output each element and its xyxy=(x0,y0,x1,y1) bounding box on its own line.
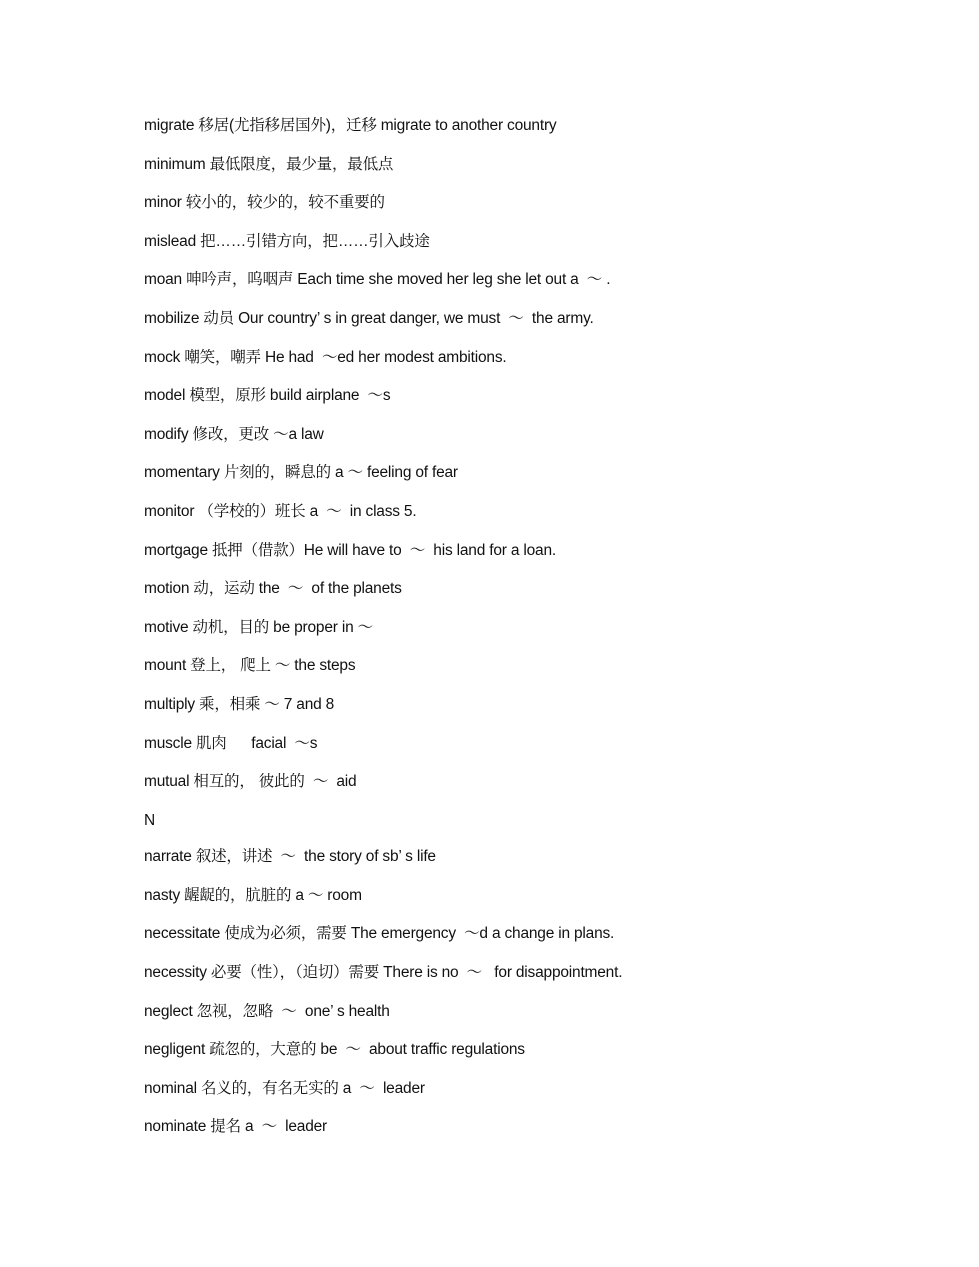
vocab-entry-minor: minor 较小的，较少的，较不重要的 xyxy=(144,194,385,212)
vocab-entry-mount: mount 登上， 爬上 ～ the steps xyxy=(144,657,356,675)
vocab-entry-necessity: necessity 必要（性），（迫切）需要 There is no ～ for disappointment. xyxy=(144,963,623,981)
vocabulary-list xyxy=(144,114,844,1154)
vocab-entry-mutual: mutual 相互的， 彼此的 ～ aid xyxy=(144,773,357,791)
vocab-entry-multiply: multiply 乘，相乘 ～ 7 and 8 xyxy=(144,695,335,713)
vocab-entry-modify: modify 修改，更改 ～a law xyxy=(144,425,324,443)
vocab-entry-neglect: neglect 忽视，忽略 ～ one’ s health xyxy=(144,1002,390,1020)
vocab-entry-muscle: muscle 肌肉 facial ～s xyxy=(144,734,318,752)
vocab-entry-mortgage: mortgage 抵押（借款）He will have to ～ his land for a loan. xyxy=(144,541,556,559)
vocab-entry-mobilize: mobilize 动员 Our country’ s in great danger, we must ～ the army. xyxy=(144,309,594,327)
vocab-entry-nominal: nominal 名义的，有名无实的 a ～ leader xyxy=(144,1079,425,1097)
section-letter-heading: N xyxy=(144,811,155,829)
vocab-entry-model: model 模型，原形 build airplane ～s xyxy=(144,387,391,405)
vocab-entry-nominate: nominate 提名 a ～ leader xyxy=(144,1118,328,1136)
vocab-entry-monitor: monitor （学校的）班长 a ～ in class 5. xyxy=(144,502,417,520)
vocab-entry-minimum: minimum 最低限度，最少量，最低点 xyxy=(144,155,394,173)
vocab-entry-momentary: momentary 片刻的，瞬息的 a ～ feeling of fear xyxy=(144,464,458,482)
vocab-entry-necessitate: necessitate 使成为必须，需要 The emergency ～d a change in plans. xyxy=(144,925,615,943)
vocab-entry-migrate: migrate 移居(尤指移居国外)，迁移 migrate to another country xyxy=(144,117,557,134)
vocab-entry-motion: motion 动，运动 the ～ of the planets xyxy=(144,580,402,598)
vocab-entry-narrate: narrate 叙述，讲述 ～ the story of sb’ s life xyxy=(144,848,436,866)
vocab-entry-mock: mock 嘲笑，嘲弄 He had ～ed her modest ambitions. xyxy=(144,348,507,366)
vocab-entry-motive: motive 动机，目的 be proper in ～ xyxy=(144,618,373,636)
vocab-entry-nasty: nasty 龌龊的，肮脏的 a ～ room xyxy=(144,886,362,904)
vocab-entry-moan: moan 呻吟声，呜咽声 Each time she moved her leg she let out a ～ . xyxy=(144,271,611,289)
vocab-entry-mislead: mislead 把……引错方向，把……引入歧途 xyxy=(144,232,430,250)
vocab-entry-negligent: negligent 疏忽的，大意的 be ～ about traffic regulations xyxy=(144,1041,525,1059)
